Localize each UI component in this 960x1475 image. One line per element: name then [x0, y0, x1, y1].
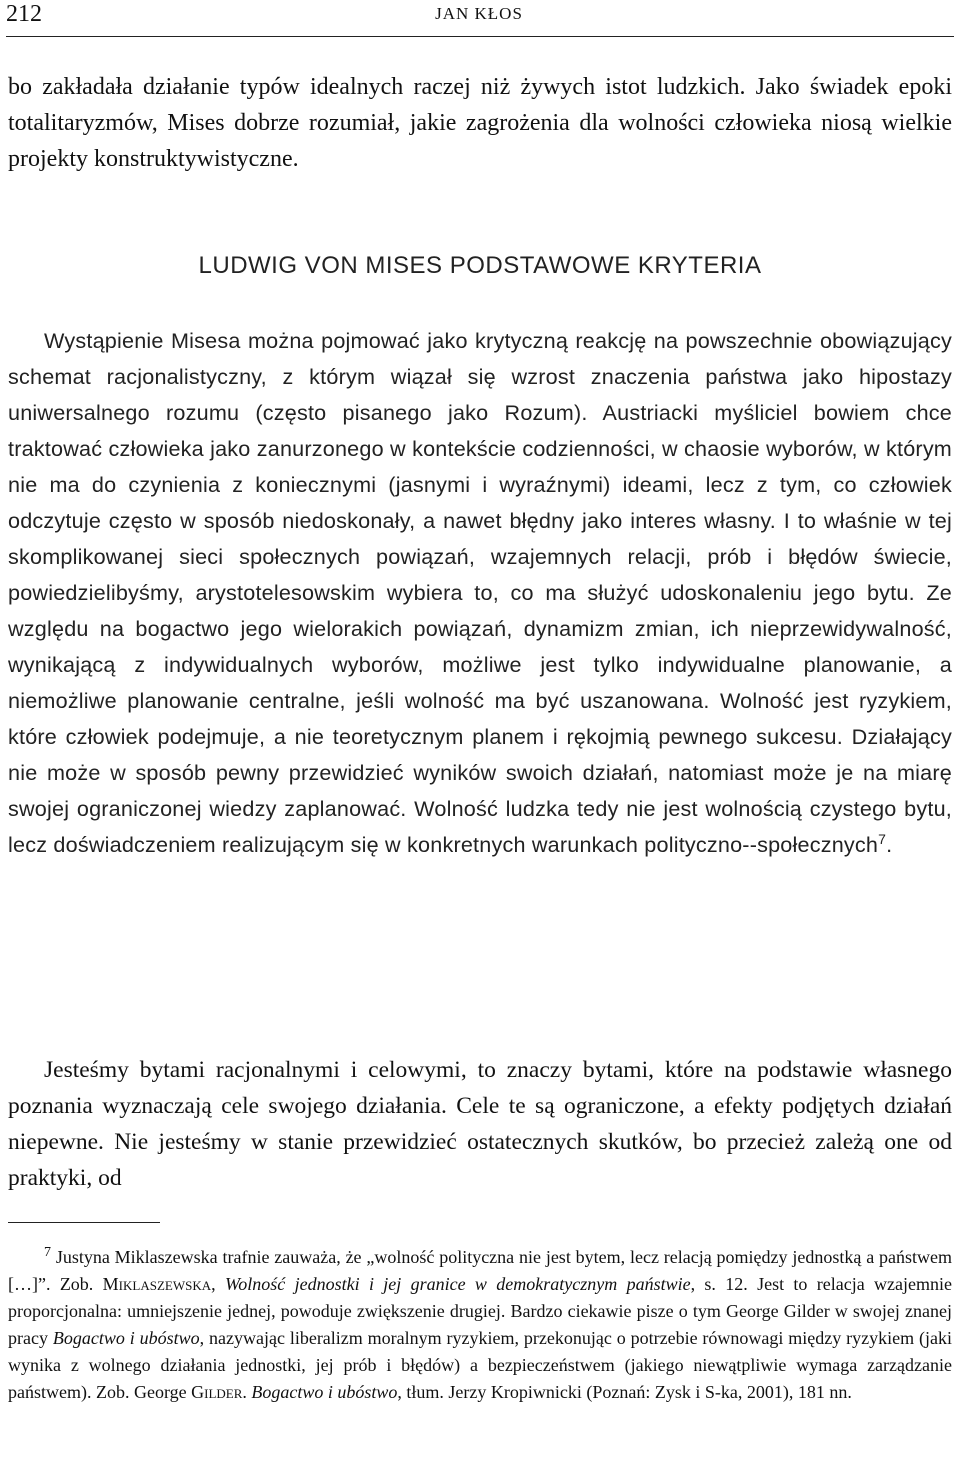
footnote-text-2: , s. 12. Jest to relacja wzajemnie proporcjonalna: umniejszenie jednej, powoduje zwiększenie drugiej. Bardzo ciekawie pisze o tym George Gilder w swojej znanej pracy — [8, 1274, 953, 1348]
footnote-number: 7 — [44, 1245, 51, 1260]
second-paragraph: Jesteśmy bytami racjonalnymi i celowymi, to znaczy bytami, które na podstawie własnego poznania wyznaczają cele swojego działania. Cele te są ograniczone, a efekty podjętych działań niepewne. Nie jesteśmy w stanie przewidzieć ostatecznych skutków, bo przecież zależą one od praktyki, od — [8, 1057, 952, 1191]
main-paragraph-end: . — [886, 832, 893, 857]
footnote-text-3: , nazywając liberalizm moralnym ryzykiem, przekonując o potrzebie równowagi między ryzykiem (jaki wynika z wolnego działania jednostki, jej prób i błędów) a bezpieczeństwem (jakiego niewątpliwie wymaga zarządzanie państwem). Zob. George — [8, 1328, 952, 1402]
section-title: LUDWIG VON MISES PODSTAWOWE KRYTERIA — [198, 252, 762, 279]
page-header — [6, 0, 952, 34]
intro-text — [8, 70, 952, 177]
main-text — [8, 323, 952, 863]
footnote-paragraph: $^7$ Justyna Miklaszewska trafnie zauważa, że „wolność polityczna nie jest bytem, lecz relacją pomiędzy jednostką a państwem […]”. Zob. Miklaszewska, Wolność jednostki i jej granice w demokratycznym państwie, s. 12. Jest to relacja wzajemnie proporcjonalna: umniejszenie jednej, powoduje zwiększenie drugiej. Bardzo ciekawie pisze o tym George Gilder w swojej znanej pracy Bogactwo i ubóstwo, nazywając liberalizm moralnym ryzykiem, przekonując o potrzebie równowagi między ryzykiem (jaki wynika z wolnego działania jednostki, jej prób i błędów) a bezpieczeństwem (jakiego niewątpliwie wymaga zarządzanie państwem). Zob. George Gilder. Bogactwo i ubóstwo, tłum. Jerzy Kropiwnicki (Poznań: Zysk i S-ka, 2001), 181 nn. — [8, 1245, 953, 1402]
page-number: 212 — [6, 1, 42, 27]
second-text — [8, 1052, 952, 1196]
footnote — [8, 1244, 952, 1406]
main-paragraph-text: Wystąpienie Misesa można pojmować jako krytyczną reakcję na powszechnie obowiązujący schemat racjonalistyczny, z którym wiązał się wzrost znaczenia państwa jako hipostazy uniwersalnego rozumu (często pisanego jako Rozum). Austriacki myśliciel bowiem chce traktować człowieka jako zanurzonego w kontekście codzienności, w chaosie wyborów, w którym nie ma do czynienia z koniecznymi (jasnymi i wyraźnymi) ideami, lecz z tym, co człowiek odczytuje często w sposób niedoskonały, a nawet błędny jako interes własny. I to właśnie w tej skomplikowanej sieci społecznych powiązań, wzajemnych relacji, prób i błędów świecie, powiedzielibyśmy, arystotelesowskim wybiera to, co ma służyć udoskonaleniu jego bytu. Ze względu na bogactwo jego wielorakich powiązań, dynamizm zmian, ich nieprzewidywalność, wynikającą z indywidualnych wyborów, możliwe jest tylko indywidualne planowanie, a niemożliwe planowanie centralne, jeśli wolność ma być uszanowana. Wolność jest ryzykiem, które człowiek podejmuje, a nie teoretycznym planem i rękojmią pewnego sukcesu. Działający nie może w sposób pewny przewidzieć wyników swoich działań, natomiast może je na miarę swojej ograniczonej wiedzy zaplanować. Wolność ludzka tedy nie jest wolnością czystego bytu, lecz doświadczeniem realizującym się w konkretnych warunkach polityczno--społecznych — [8, 328, 952, 857]
footnote-text-4: . — [242, 1382, 252, 1402]
footnote-text-1: Justyna Miklaszewska trafnie zauważa, że „wolność polityczna nie jest bytem, lecz relacją pomiędzy jednostką a państwem […]”. Zob. — [8, 1247, 952, 1294]
footnote-reference: 7 — [878, 830, 887, 847]
footnote-title-2: Bogactwo i ubóstwo — [52, 1328, 200, 1348]
footnote-author-2: Gilder — [191, 1382, 243, 1402]
main-paragraph — [8, 323, 952, 863]
header-rule — [6, 36, 954, 37]
intro-paragraph: bo zakładała działanie typów idealnych raczej niż żywych istot ludzkich. Jako świadek epoki totalitaryzmów, Mises dobrze rozumiał, jakie zagrożenia dla wolności człowieka niosą wielkie projekty konstruktywistyczne. — [8, 74, 952, 172]
footnote-title-3: Bogactwo i ubóstwo — [251, 1382, 398, 1402]
running-head: JAN KŁOS — [435, 4, 523, 23]
footnote-rule — [8, 1222, 160, 1223]
footnote-text-5: , tłum. Jerzy Kropiwnicki (Poznań: Zysk i S-ka, 2001), 181 nn. — [397, 1382, 852, 1402]
footnote-title-1: Wolność jednostki i jej granice w demokratycznym państwie — [224, 1274, 691, 1294]
footnote-author-1: Miklaszewska — [102, 1274, 212, 1294]
